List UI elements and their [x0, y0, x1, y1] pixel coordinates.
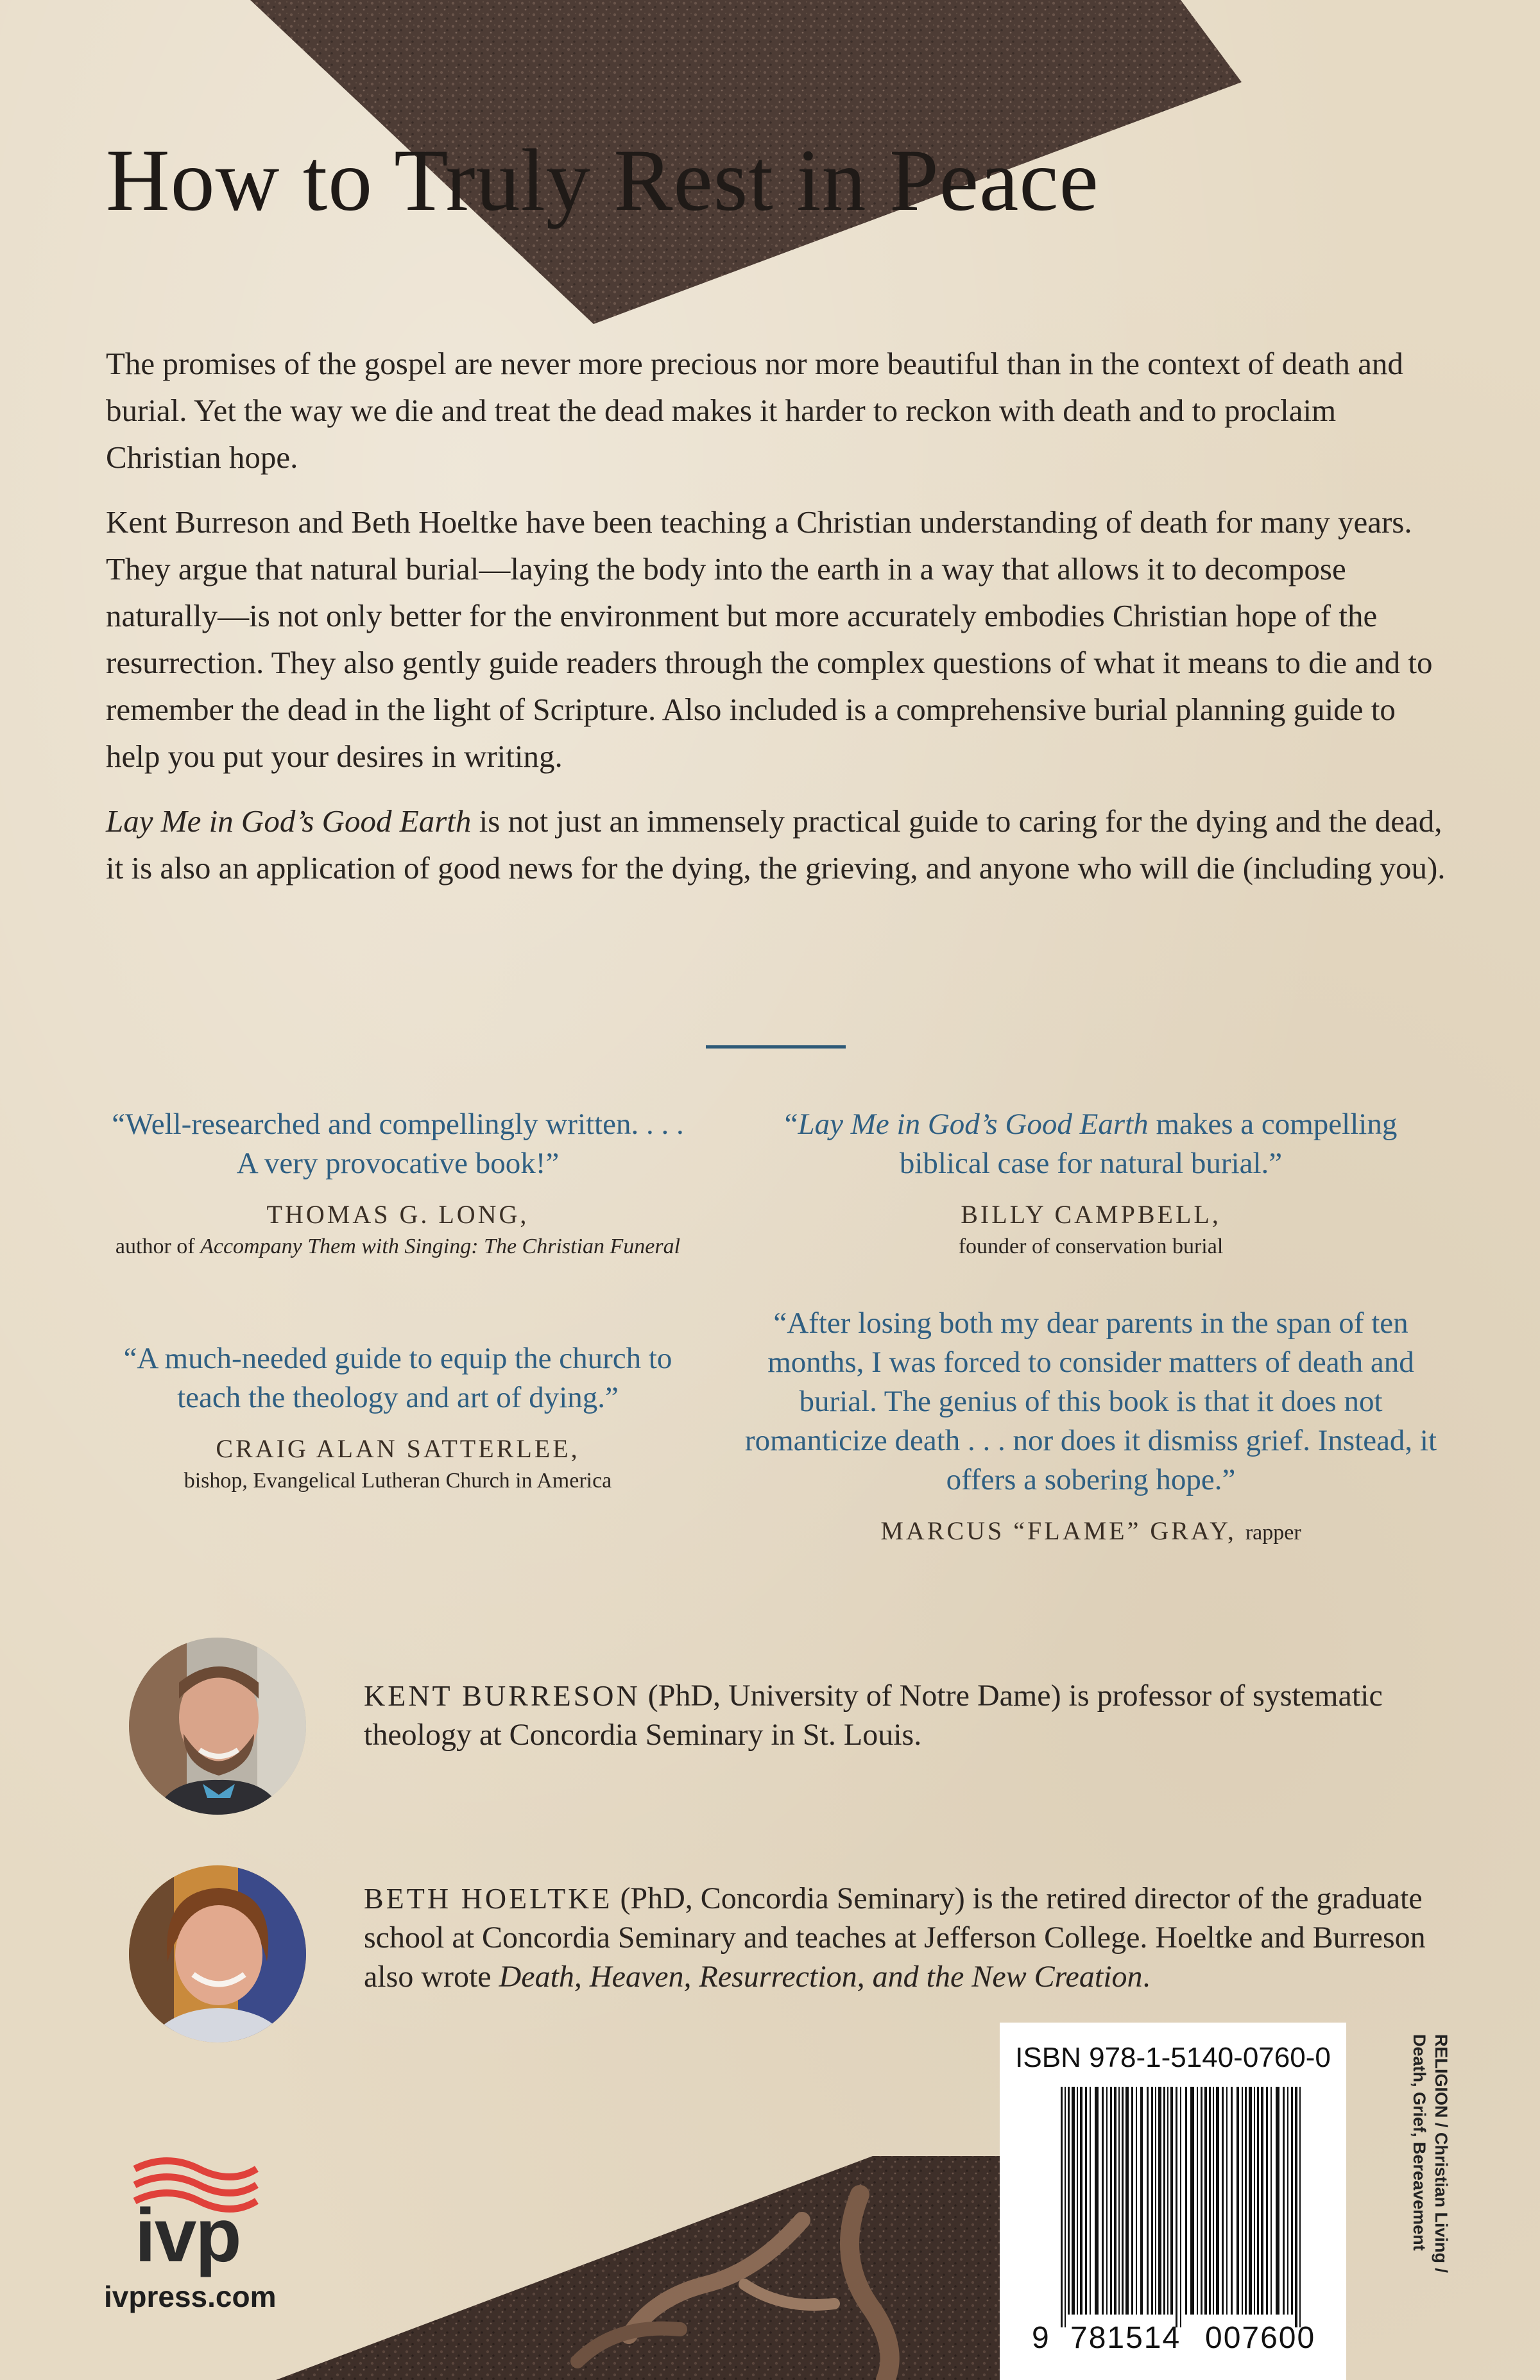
barcode-bar [1151, 2087, 1153, 2315]
description-paragraph-1: The promises of the gospel are never more precious nor more beautiful than in the context of death and burial. Yet the way we die and treat the dead makes it harder to reckon with death and to proclaim Christian hope. [106, 346, 1403, 475]
endorsement-quote: “A much-needed guide to equip the church to teach the theology and art of dying.” [123, 1342, 672, 1414]
barcode-bar [1106, 2087, 1108, 2315]
description-paragraph-3-text: is not just an immensely practical guide to caring for the dying and the dead, it is also an application of good news for the dying, the grieving, and anyone who will die (including you). [106, 803, 1446, 886]
barcode-bar [1283, 2087, 1285, 2315]
endorsement-name: THOMAS G. LONG, [266, 1200, 529, 1229]
barcode-bar [1299, 2087, 1301, 2327]
barcode-bar [1266, 2087, 1268, 2315]
barcode-bar [1291, 2087, 1293, 2315]
barcode-bar [1140, 2087, 1143, 2315]
author-photo-burreson [129, 1638, 306, 1815]
endorsement-name: MARCUS “FLAME” GRAY, [880, 1516, 1236, 1545]
barcode-bar [1090, 2087, 1091, 2315]
barcode-bar [1222, 2087, 1224, 2315]
barcode-bar [1257, 2087, 1259, 2315]
endorsement-name-line [738, 1515, 1444, 1549]
barcode-bar [1204, 2087, 1207, 2315]
publisher-website: ivpress.com [104, 2280, 277, 2313]
barcode-bar [1236, 2087, 1239, 2315]
description-paragraph-3 [106, 798, 1453, 891]
author-bio-text: (PhD, University of Notre Dame) is professor of systematic theology at Concordia Seminary in St. Louis. [364, 1679, 1383, 1752]
endorsement-gray [738, 1304, 1444, 1549]
author-bio-hoeltke [364, 1879, 1455, 1996]
barcode-bar [1190, 2087, 1194, 2315]
author-name: KENT BURRESON [364, 1679, 640, 1712]
section-divider [706, 1045, 846, 1049]
barcode-digit-first: 9 [1032, 2321, 1049, 2355]
category-line-1: RELIGION / Christian Living / [1432, 2034, 1451, 2273]
endorsement-desc-prefix: author of [115, 1235, 201, 1258]
page-title: How to Truly Rest in Peace [106, 131, 1099, 229]
barcode-bar [1122, 2087, 1124, 2315]
barcode-bar [1242, 2087, 1243, 2315]
barcode-bar [1176, 2087, 1177, 2327]
barcode-bar [1213, 2087, 1214, 2315]
endorsement-quote-title: Lay Me in God’s Good Earth [798, 1108, 1149, 1141]
barcode-bar [1249, 2087, 1252, 2315]
barcode-bar [1061, 2087, 1063, 2327]
category-line-2: Death, Grief, Bereavement [1410, 2034, 1429, 2251]
barcode-bar [1261, 2087, 1263, 2315]
barcode-bar [1102, 2087, 1104, 2315]
author-name: BETH HOELTKE [364, 1882, 613, 1915]
barcode-bar [1147, 2087, 1149, 2315]
barcode-bar [1136, 2087, 1137, 2315]
barcode-bar [1065, 2087, 1066, 2327]
barcode-bar [1254, 2087, 1255, 2315]
barcode-digits-left: 781514 [1070, 2321, 1181, 2355]
barcode-bar [1287, 2087, 1288, 2315]
barcode-bar [1197, 2087, 1198, 2315]
endorsement-name: BILLY CAMPBELL, [961, 1200, 1221, 1229]
barcode-bar [1270, 2087, 1272, 2315]
barcode-bar [1118, 2087, 1120, 2315]
barcode-bar [1216, 2087, 1219, 2315]
barcode-bar [1077, 2087, 1078, 2315]
endorsement-quote: “Well-researched and compellingly written. . . . A very provocative book!” [112, 1108, 684, 1180]
barcode-bar [1158, 2087, 1161, 2315]
barcode-bar [1226, 2087, 1228, 2315]
barcode-bar [1131, 2087, 1133, 2315]
barcode-digits-right: 007600 [1205, 2321, 1316, 2355]
endorsement-book-title: Accompany Them with Singing: The Christian Funeral [200, 1235, 681, 1258]
barcode-bar [1185, 2087, 1187, 2315]
endorsement-quote [738, 1105, 1444, 1183]
endorsement-desc: founder of conservation burial [958, 1235, 1224, 1258]
book-title-italic: Lay Me in God’s Good Earth [106, 803, 472, 839]
endorsement-satterlee [103, 1339, 693, 1495]
barcode-bar [1201, 2087, 1202, 2315]
barcode-bar [1110, 2087, 1112, 2315]
endorsement-name: CRAIG ALAN SATTERLEE, [216, 1434, 580, 1463]
author-book-title: Death, Heaven, Resurrection, and the New Creation [499, 1960, 1143, 1994]
barcode-bar [1155, 2087, 1156, 2315]
barcode-bar [1072, 2087, 1075, 2315]
barcode-bar [1209, 2087, 1211, 2315]
barcode-bar [1170, 2087, 1173, 2315]
description-paragraph-2: Kent Burreson and Beth Hoeltke have been teaching a Christian understanding of death for many years. They argue that natural burial—laying the body into the earth in a way that allows it to decompose naturally—is not only better for the environment but more accurately embodies Christian hope of the resurrection. They also gently guide readers through the complex questions of what it means to die and to remember the dead in the light of Scripture. Also included is a comprehensive burial planning guide to help you put your desires in writing. [106, 504, 1433, 774]
author-bio-end: . [1142, 1960, 1151, 1994]
endorsement-desc [103, 1232, 693, 1261]
endorsement-quote: “After losing both my dear parents in the span of ten months, I was forced to consider matters of death and burial. The genius of this book is that it does not romanticize death . . . nor does it dismiss grief. Instead, it offers a sobering hope.” [744, 1306, 1437, 1496]
barcode-bar [1245, 2087, 1247, 2315]
author-bio-burreson [364, 1676, 1455, 1754]
endorsement-long [103, 1105, 693, 1261]
barcode-bar [1295, 2087, 1297, 2327]
endorsement-desc: rapper [1245, 1521, 1301, 1545]
endorsement-desc: bishop, Evangelical Lutheran Church in America [184, 1469, 612, 1493]
barcode-bar [1276, 2087, 1279, 2315]
description [106, 340, 1453, 909]
author-photo-hoeltke [129, 1865, 306, 2042]
barcode-bar [1080, 2087, 1082, 2315]
quote-open-mark: “ [784, 1108, 798, 1141]
endorsement-quote-text: makes a compelling biblical case for natural burial.” [899, 1108, 1398, 1180]
category-label [1356, 2034, 1452, 2336]
author-bio-text: (PhD, Concordia Seminary) is the retired director of the graduate school at Concordia Seminary and teaches at Jefferson College. Hoeltke and Burreson also wrote [364, 1881, 1426, 1994]
barcode-bar [1085, 2087, 1087, 2315]
barcode-bar [1167, 2087, 1168, 2315]
isbn-barcode [1000, 2023, 1346, 2380]
barcode-bar [1231, 2087, 1233, 2315]
barcode-bar [1114, 2087, 1116, 2315]
endorsement-campbell [738, 1105, 1444, 1261]
barcode-bar [1068, 2087, 1070, 2315]
barcode-bar [1163, 2087, 1165, 2315]
ivp-wordmark: ivp [135, 2193, 241, 2278]
barcode-bar [1125, 2087, 1129, 2315]
barcode-bar [1180, 2087, 1181, 2327]
barcode-bar [1095, 2087, 1099, 2315]
isbn-label: ISBN 978-1-5140-0760-0 [1015, 2042, 1331, 2073]
